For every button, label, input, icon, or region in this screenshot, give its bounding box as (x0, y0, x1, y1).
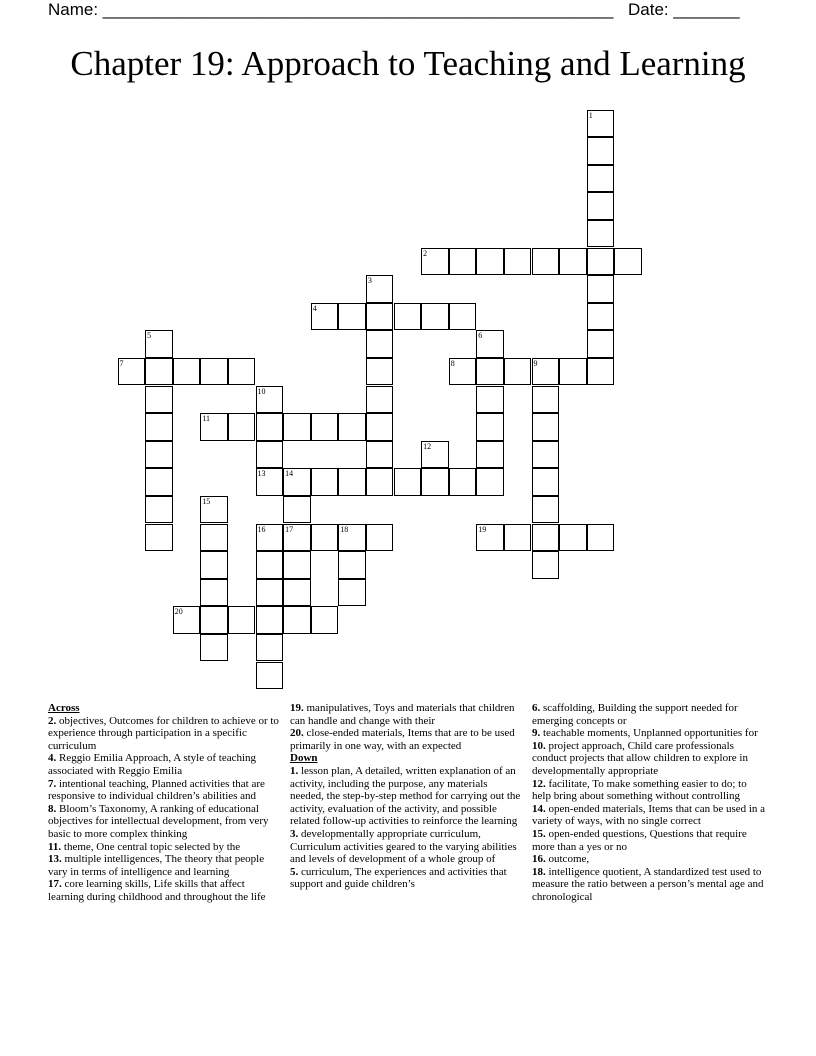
grid-cell[interactable] (449, 248, 477, 276)
grid-cell[interactable] (421, 248, 449, 276)
clue-number: 19 (478, 524, 487, 534)
grid-cell[interactable] (366, 524, 394, 552)
grid-cell[interactable] (366, 275, 394, 303)
grid-cell[interactable] (145, 358, 173, 386)
grid-cell[interactable] (256, 524, 284, 552)
grid-cell[interactable] (587, 137, 615, 165)
grid-cell[interactable] (228, 606, 256, 634)
grid-cell[interactable] (587, 220, 615, 248)
grid-cell[interactable] (338, 551, 366, 579)
clue-across-4: 4. Reggio Emilia Approach, A style of teaching associated with Reggio Emilia (48, 752, 257, 777)
clue-number: 15 (202, 496, 211, 506)
grid-cell[interactable] (283, 579, 311, 607)
clue-number: 2 (423, 248, 428, 258)
clue-across-17: 17. core learning skills, Life skills that affect learning during childhood and throughout the life (48, 878, 266, 903)
clue-across-7: 7. intentional teaching, Planned activities that are responsive to individual children’s abilities and (48, 777, 265, 803)
grid-cell[interactable] (256, 386, 284, 414)
grid-cell[interactable] (559, 248, 587, 276)
clue-down-15: 15. open-ended questions, Questions that require more than a yes or no (532, 827, 747, 853)
clue-across-8: 8. Bloom’s Taxonomy, A ranking of educational objectives for intellectual development, from very basic to more complex thinking (48, 802, 269, 840)
grid-cell[interactable] (145, 468, 173, 496)
grid-cell[interactable] (394, 303, 422, 331)
clues-column-1 (48, 702, 282, 904)
clue-down-16: 16. outcome, (532, 853, 590, 866)
clue-down-12: 12. facilitate, To make something easier to do; to help bring about something without controlling (532, 777, 747, 803)
grid-cell[interactable] (256, 662, 284, 690)
grid-cell[interactable] (200, 551, 228, 579)
grid-cell[interactable] (338, 468, 366, 496)
grid-cell[interactable] (311, 413, 339, 441)
grid-cell[interactable] (532, 358, 560, 386)
clue-across-11: 11. theme, One central topic selected by the (48, 840, 241, 853)
grid-cell[interactable] (614, 248, 642, 276)
grid-cell[interactable] (366, 441, 394, 469)
clue-number: 10 (257, 386, 266, 396)
grid-cell[interactable] (366, 413, 394, 441)
grid-cell[interactable] (532, 413, 560, 441)
grid-cell[interactable] (394, 468, 422, 496)
clue-number: 4 (312, 303, 317, 313)
grid-cell[interactable] (587, 275, 615, 303)
grid-cell[interactable] (421, 303, 449, 331)
grid-cell[interactable] (200, 606, 228, 634)
grid-cell[interactable] (338, 303, 366, 331)
grid-cell[interactable] (283, 496, 311, 524)
grid-cell[interactable] (173, 358, 201, 386)
grid-cell[interactable] (559, 524, 587, 552)
grid-cell[interactable] (283, 524, 311, 552)
clue-down-9: 9. teachable moments, Unplanned opportunities for (532, 727, 758, 740)
clue-number: 5 (147, 331, 152, 341)
grid-cell[interactable] (476, 330, 504, 358)
grid-cell[interactable] (476, 413, 504, 441)
grid-cell[interactable] (532, 551, 560, 579)
clue-down-3: 3. developmentally appropriate curriculum, Curriculum activities geared to the varying abilities and levels of development of a whole group of (290, 827, 517, 866)
clue-across-20: 20. close-ended materials, Items that are to be used primarily in one way, with an expected (290, 727, 515, 752)
clue-number: 12 (423, 441, 432, 451)
grid-cell[interactable] (200, 524, 228, 552)
grid-cell[interactable] (421, 468, 449, 496)
grid-cell[interactable] (200, 413, 228, 441)
grid-cell[interactable] (228, 358, 256, 386)
grid-cell[interactable] (200, 579, 228, 607)
grid-cell[interactable] (256, 441, 284, 469)
grid-cell[interactable] (449, 468, 477, 496)
grid-cell[interactable] (283, 551, 311, 579)
grid-cell[interactable] (145, 496, 173, 524)
grid-cell[interactable] (145, 441, 173, 469)
grid-cell[interactable] (504, 358, 532, 386)
grid-cell[interactable] (256, 468, 284, 496)
clue-number: 20 (174, 607, 183, 617)
clues-column-2 (290, 702, 524, 891)
grid-cell[interactable] (587, 248, 615, 276)
clue-number: 17 (285, 524, 294, 534)
grid-cell[interactable] (256, 606, 284, 634)
grid-cell[interactable] (145, 330, 173, 358)
grid-cell[interactable] (532, 524, 560, 552)
grid-cell[interactable] (311, 524, 339, 552)
grid-cell[interactable] (118, 358, 146, 386)
grid-cell[interactable] (283, 468, 311, 496)
grid-cell[interactable] (366, 468, 394, 496)
grid-cell[interactable] (256, 413, 284, 441)
grid-cell[interactable] (311, 303, 339, 331)
clue-down-14: 14. open-ended materials, Items that can be used in a variety of ways, with no single correct (532, 802, 766, 828)
grid-cell[interactable] (145, 386, 173, 414)
grid-cell[interactable] (145, 413, 173, 441)
clue-number: 7 (119, 358, 124, 368)
grid-cell[interactable] (449, 358, 477, 386)
grid-cell[interactable] (532, 496, 560, 524)
clue-number: 9 (533, 358, 538, 368)
clue-number: 1 (588, 110, 593, 120)
grid-cell[interactable] (559, 358, 587, 386)
grid-cell[interactable] (338, 524, 366, 552)
page-title: Chapter 19: Approach to Teaching and Learning (70, 44, 746, 83)
down-heading: Down (290, 752, 318, 765)
across-heading: Across (48, 702, 80, 714)
grid-cell[interactable] (587, 358, 615, 386)
grid-cell[interactable] (283, 606, 311, 634)
grid-cell[interactable] (476, 524, 504, 552)
grid-cell[interactable] (338, 579, 366, 607)
grid-cell[interactable] (476, 441, 504, 469)
grid-cell[interactable] (338, 413, 366, 441)
grid-cell[interactable] (476, 468, 504, 496)
clue-down-10: 10. project approach, Child care professionals conduct projects that allow children to explore in developmentally appropriate (532, 739, 748, 777)
grid-cell[interactable] (587, 303, 615, 331)
date-field: Date: _______ (628, 0, 740, 19)
clue-down-5: 5. curriculum, The experiences and activities that support and guide children’s (290, 865, 507, 891)
grid-cell[interactable] (532, 468, 560, 496)
grid-cell[interactable] (366, 330, 394, 358)
grid-cell[interactable] (476, 386, 504, 414)
clue-across-13: 13. multiple intelligences, The theory that people vary in terms of intelligence and learning (48, 853, 265, 878)
clue-number: 11 (202, 414, 210, 424)
clue-number: 18 (340, 524, 349, 534)
grid-cell[interactable] (200, 358, 228, 386)
grid-cell[interactable] (476, 358, 504, 386)
grid-cell[interactable] (366, 386, 394, 414)
clue-down-6: 6. scaffolding, Building the support needed for emerging concepts or (532, 702, 738, 727)
grid-cell[interactable] (145, 524, 173, 552)
grid-cell[interactable] (173, 606, 201, 634)
grid-cell[interactable] (256, 579, 284, 607)
clue-down-18: 18. intelligence quotient, A standardized test used to measure the ratio between a person’s mental age and chronological (532, 865, 764, 903)
grid-cell[interactable] (587, 330, 615, 358)
clue-across-19: 19. manipulatives, Toys and materials that children can handle and change with their (290, 702, 515, 727)
grid-cell[interactable] (532, 386, 560, 414)
grid-cell[interactable] (587, 192, 615, 220)
grid-cell[interactable] (256, 634, 284, 662)
clue-number: 8 (450, 358, 455, 368)
clue-down-1: 1. lesson plan, A detailed, written explanation of an activity, including the purpose, any materials needed, the step-by-step method for carrying out the activity, evaluation of the activity, and possible related follow-up activities to reinforce the learning (290, 764, 521, 828)
grid-cell[interactable] (311, 606, 339, 634)
grid-cell[interactable] (504, 248, 532, 276)
clue-number: 6 (478, 331, 483, 341)
name-field: Name: ______________________________________________________ (48, 0, 614, 19)
clue-number: 3 (367, 276, 372, 286)
grid-cell[interactable] (449, 303, 477, 331)
grid-cell[interactable] (587, 110, 615, 138)
grid-cell[interactable] (366, 358, 394, 386)
grid-cell[interactable] (366, 303, 394, 331)
grid-cell[interactable] (587, 524, 615, 552)
grid-cell[interactable] (311, 468, 339, 496)
clue-number: 16 (257, 524, 266, 534)
grid-cell[interactable] (200, 634, 228, 662)
grid-cell[interactable] (256, 551, 284, 579)
clue-across-2: 2. objectives, Outcomes for children to achieve or to experience through participation in a specific curriculum (48, 714, 279, 752)
grid-cell[interactable] (587, 165, 615, 193)
clue-number: 14 (285, 469, 294, 479)
grid-cell[interactable] (200, 496, 228, 524)
grid-cell[interactable] (532, 441, 560, 469)
grid-cell[interactable] (421, 441, 449, 469)
grid-cell[interactable] (283, 413, 311, 441)
grid-cell[interactable] (532, 248, 560, 276)
clue-number: 13 (257, 469, 266, 479)
grid-cell[interactable] (476, 248, 504, 276)
clues-column-3 (532, 702, 768, 904)
grid-cell[interactable] (228, 413, 256, 441)
grid-cell[interactable] (504, 524, 532, 552)
